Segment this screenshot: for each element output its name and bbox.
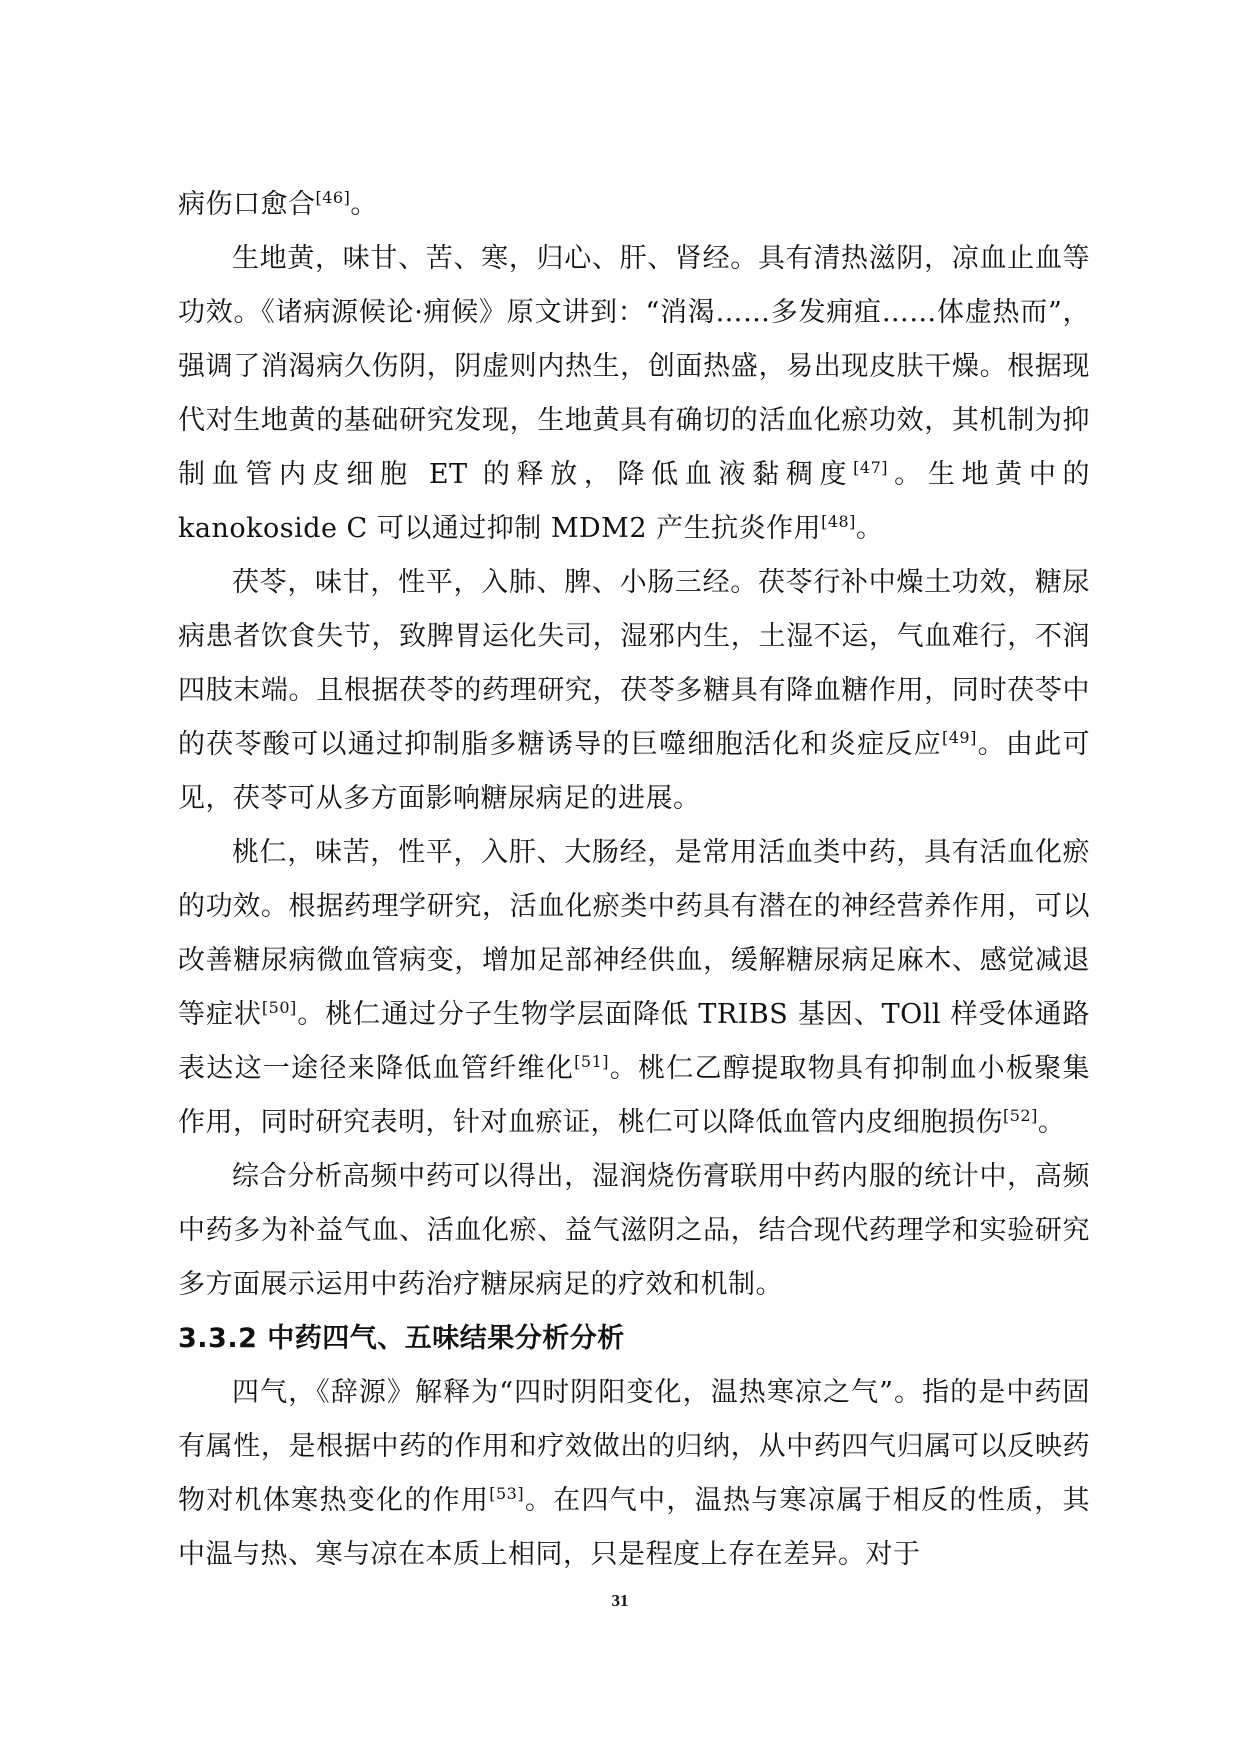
- text-run: 。: [1037, 1107, 1066, 1138]
- paragraph: [178, 1366, 1090, 1582]
- text-run: 3.3.2 中药四气、五味结果分析分析: [178, 1323, 625, 1354]
- text-run: 桃仁，味苦，性平，入肝、大肠经，是常用活血类中药，具有活血化瘀的功效。根据药理学研究，活血化瘀类中药具有潜在的神经营养作用，可以改善糖尿病微血管病变，增加足部神经供血，缓解糖尿病足麻木、感觉减退等症状: [178, 837, 1090, 1030]
- paragraph: [178, 826, 1090, 1150]
- text-run: 病伤口愈合: [178, 189, 316, 220]
- text-run: 。: [350, 189, 378, 220]
- text-run: 四气，《辞源》解释为“四时阴阳变化，温热寒凉之气”。指的是中药固有属性，是根据中药的作用和疗效做出的归纳，从中药四气归属可以反映药物对机体寒热变化的作用: [178, 1377, 1090, 1516]
- citation-ref: [46]: [315, 188, 351, 207]
- text-run: 。: [855, 513, 884, 544]
- citation-ref: [48]: [821, 512, 856, 531]
- text-run: 综合分析高频中药可以得出，湿润烧伤膏联用中药内服的统计中，高频中药多为补益气血、活血化瘀、益气滋阴之品，结合现代药理学和实验研究多方面展示运用中药治疗糖尿病足的疗效和机制。: [178, 1161, 1090, 1300]
- text-run: 生地黄，味甘、苦、寒，归心、肝、肾经。具有清热滋阴，凉血止血等功效。《诸病源候论·痈候》原文讲到：“消渴……多发痈疽……体虚热而”，强调了消渴病久伤阴，阴虚则内热生，创面热盛，易出现皮肤干燥。根据现代对生地黄的基础研究发现，生地黄具有确切的活血化瘀功效，其机制为抑制血管内皮细胞 ET 的释放，降低血液黏稠度: [178, 243, 1090, 490]
- paragraph: [178, 178, 1090, 232]
- citation-ref: [52]: [1003, 1106, 1038, 1125]
- citation-ref: [47]: [853, 458, 889, 477]
- text-run: 。在四气中，温热与寒凉属于相反的性质，其中温与热、寒与凉在本质上相同，只是程度上存在差异。对于: [178, 1485, 1091, 1570]
- body-text: [178, 178, 1090, 1582]
- citation-ref: [53]: [489, 1484, 525, 1503]
- section-heading: [178, 1312, 1090, 1366]
- citation-ref: [50]: [261, 998, 297, 1017]
- text-run: 。桃仁通过分子生物学层面降低 TRIBS 基因、TOll 样受体通路表达这一途径来降低血管纤维化: [178, 999, 1091, 1084]
- text-run: 茯苓，味甘，性平，入肺、脾、小肠三经。茯苓行补中燥土功效，糖尿病患者饮食失节，致脾胃运化失司，湿邪内生，土湿不运，气血难行，不润四肢末端。且根据茯苓的药理研究，茯苓多糖具有降血糖作用，同时茯苓中的茯苓酸可以通过抑制脂多糖诱导的巨噬细胞活化和炎症反应: [178, 567, 1090, 760]
- text-run: 。生地黄中的 kanokoside C 可以通过抑制 MDM2 产生抗炎作用: [178, 459, 1090, 544]
- citation-ref: [51]: [574, 1052, 609, 1071]
- paragraph: [178, 1150, 1090, 1312]
- paragraph: [178, 556, 1090, 826]
- text-run: 。桃仁乙醇提取物具有抑制血小板聚集作用，同时研究表明，针对血瘀证，桃仁可以降低血管内皮细胞损伤: [178, 1053, 1091, 1138]
- text-run: 。由此可见，茯苓可从多方面影响糖尿病足的进展。: [178, 729, 1091, 814]
- page-number: 31: [611, 1591, 629, 1610]
- citation-ref: [49]: [941, 728, 977, 747]
- paragraph: [178, 232, 1090, 556]
